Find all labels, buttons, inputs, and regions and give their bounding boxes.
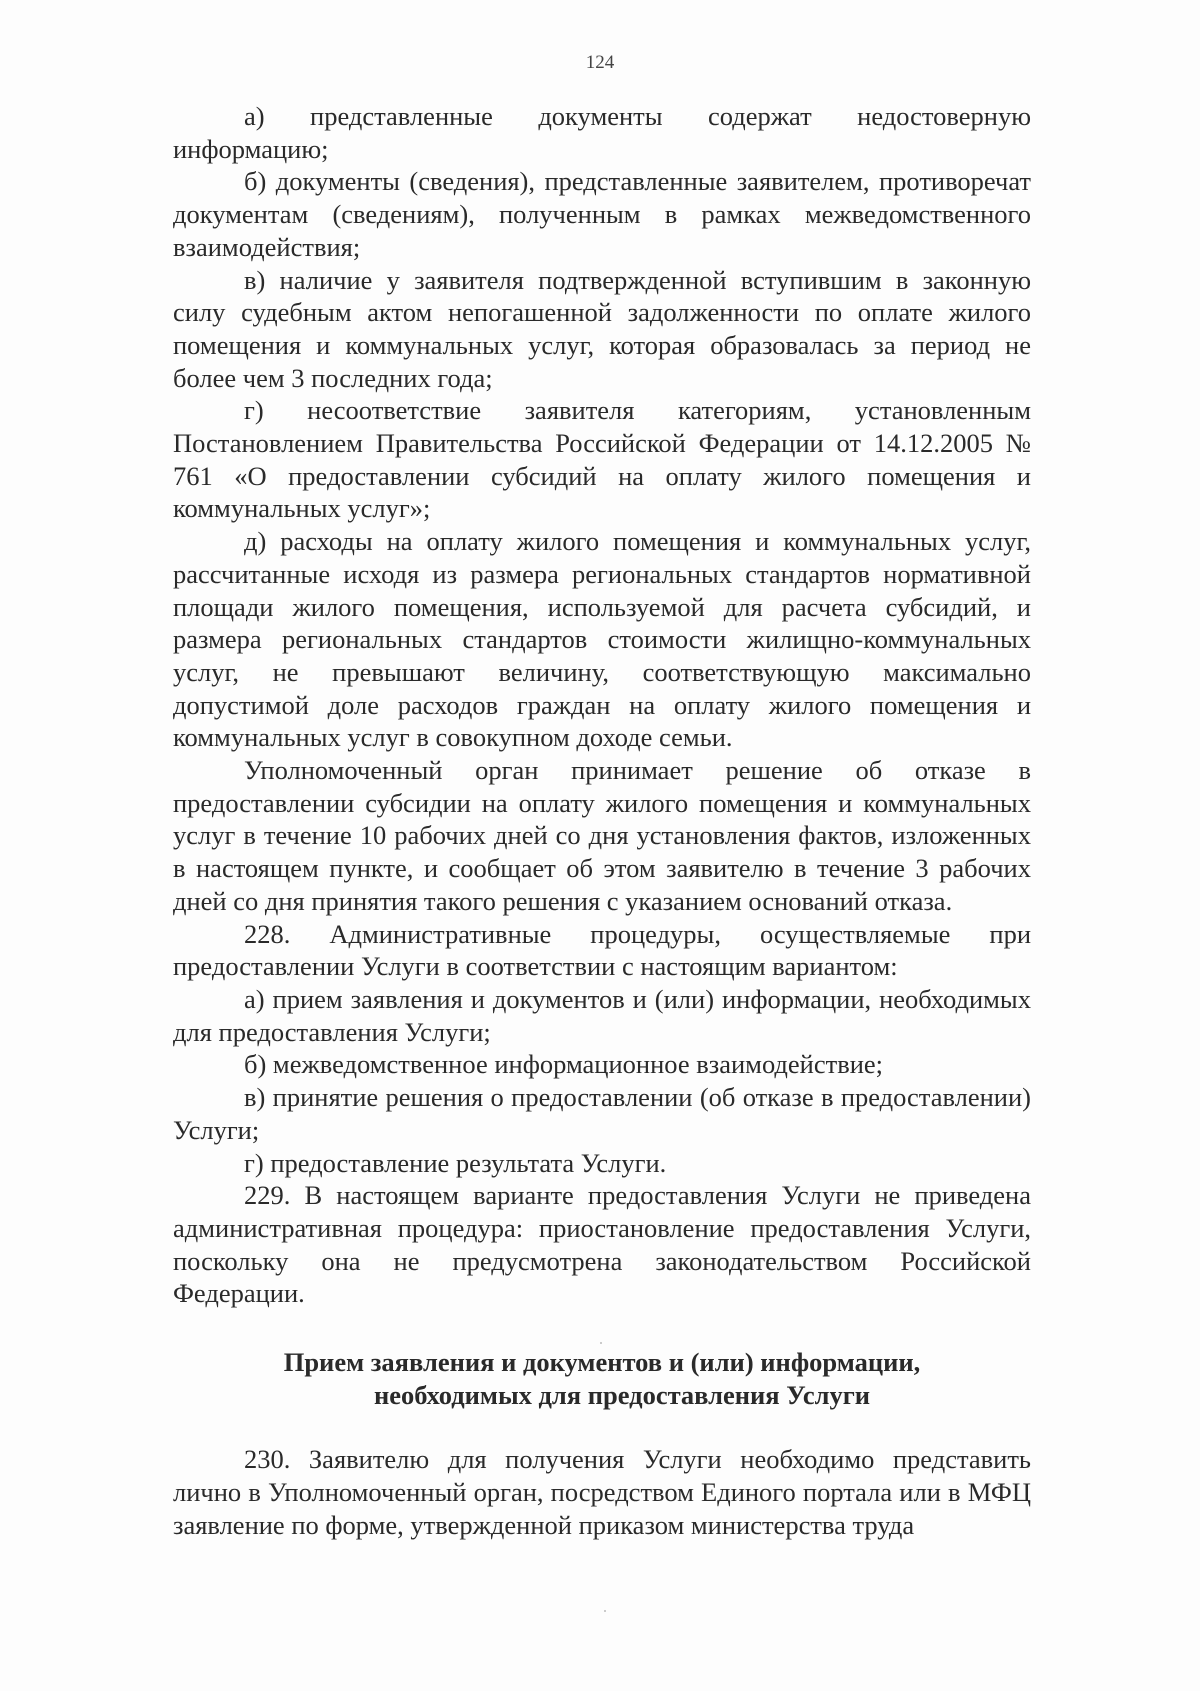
section-heading-line-2: необходимых для предоставления Услуги (373, 1379, 871, 1410)
document-body (173, 100, 1031, 1542)
section-heading (173, 1346, 1031, 1411)
paragraph-item-g-category-mismatch: г) несоответствие заявителя категориям, установленным Постановлением Правительства Российской Федерации от 14.12.2005 № 761 «О предоставлении субсидий на оплату жилого помещения и коммунальных услуг»; (173, 395, 1031, 524)
paragraph-item-d-expenses: д) расходы на оплату жилого помещения и коммунальных услуг, рассчитанные исходя из размера региональных стандартов нормативной площади жилого помещения, используемой для расчета субсидий, и размера региональных стандартов стоимости жилищно-коммунальных услуг, не превышают величину, соответствующую максимально допустимой доле расходов граждан на оплату жилого помещения и коммунальных услуг в совокупном доходе семьи. (173, 526, 1031, 753)
paragraph-228-item-a: а) прием заявления и документов и (или) информации, необходимых для предоставления Услуги; (173, 983, 1031, 1047)
scan-speck (600, 1342, 602, 1344)
paragraph-229: 229. В настоящем варианте предоставления Услуги не приведена административная процедура: приостановление предоставления Услуги, поскольку она не предусмотрена законодательством Российской Федерации. (173, 1180, 1031, 1309)
section-heading-line-1: Прием заявления и документов и (или) информации, (283, 1347, 921, 1378)
page-number: 124 (585, 52, 615, 73)
paragraph-228-item-g: г) предоставление результата Услуги. (244, 1147, 667, 1178)
paragraph-item-v-debt: в) наличие у заявителя подтвержденной вступившим в законную силу судебным актом непогашенной задолженности по оплате жилого помещения и коммунальных услуг, которая образовалась за период не более чем 3 последних года; (173, 264, 1031, 393)
paragraph-228-item-v: в) принятие решения о предоставлении (об отказе в предоставлении) Услуги; (173, 1082, 1031, 1145)
paragraph-230: 230. Заявителю для получения Услуги необходимо представить лично в Уполномоченный орган, посредством Единого портала или в МФЦ заявление по форме, утвержденной приказом министерства труда (173, 1444, 1031, 1540)
paragraph-refusal-decision: Уполномоченный орган принимает решение об отказе в предоставлении субсидии на оплату жилого помещения и коммунальных услуг в течение 10 рабочих дней со дня установления фактов, изложенных в настоящем пункте, и сообщает об этом заявителю в течение 3 рабочих дней со дня принятия такого решения с указанием оснований отказа. (173, 755, 1031, 916)
scan-speck (604, 1610, 606, 1612)
paragraph-228-item-b: б) межведомственное информационное взаимодействие; (244, 1049, 884, 1080)
paragraph-228: 228. Административные процедуры, осуществляемые при предоставлении Услуги в соответствии с настоящим вариантом: (173, 918, 1031, 982)
paragraph-item-b-contradicting-docs: б) документы (сведения), представленные заявителем, противоречат документам (сведениям), полученным в рамках межведомственного взаимодействия; (173, 166, 1031, 262)
paragraph-item-a-unreliable-info: а) представленные документы содержат недостоверную информацию; (173, 101, 1031, 164)
